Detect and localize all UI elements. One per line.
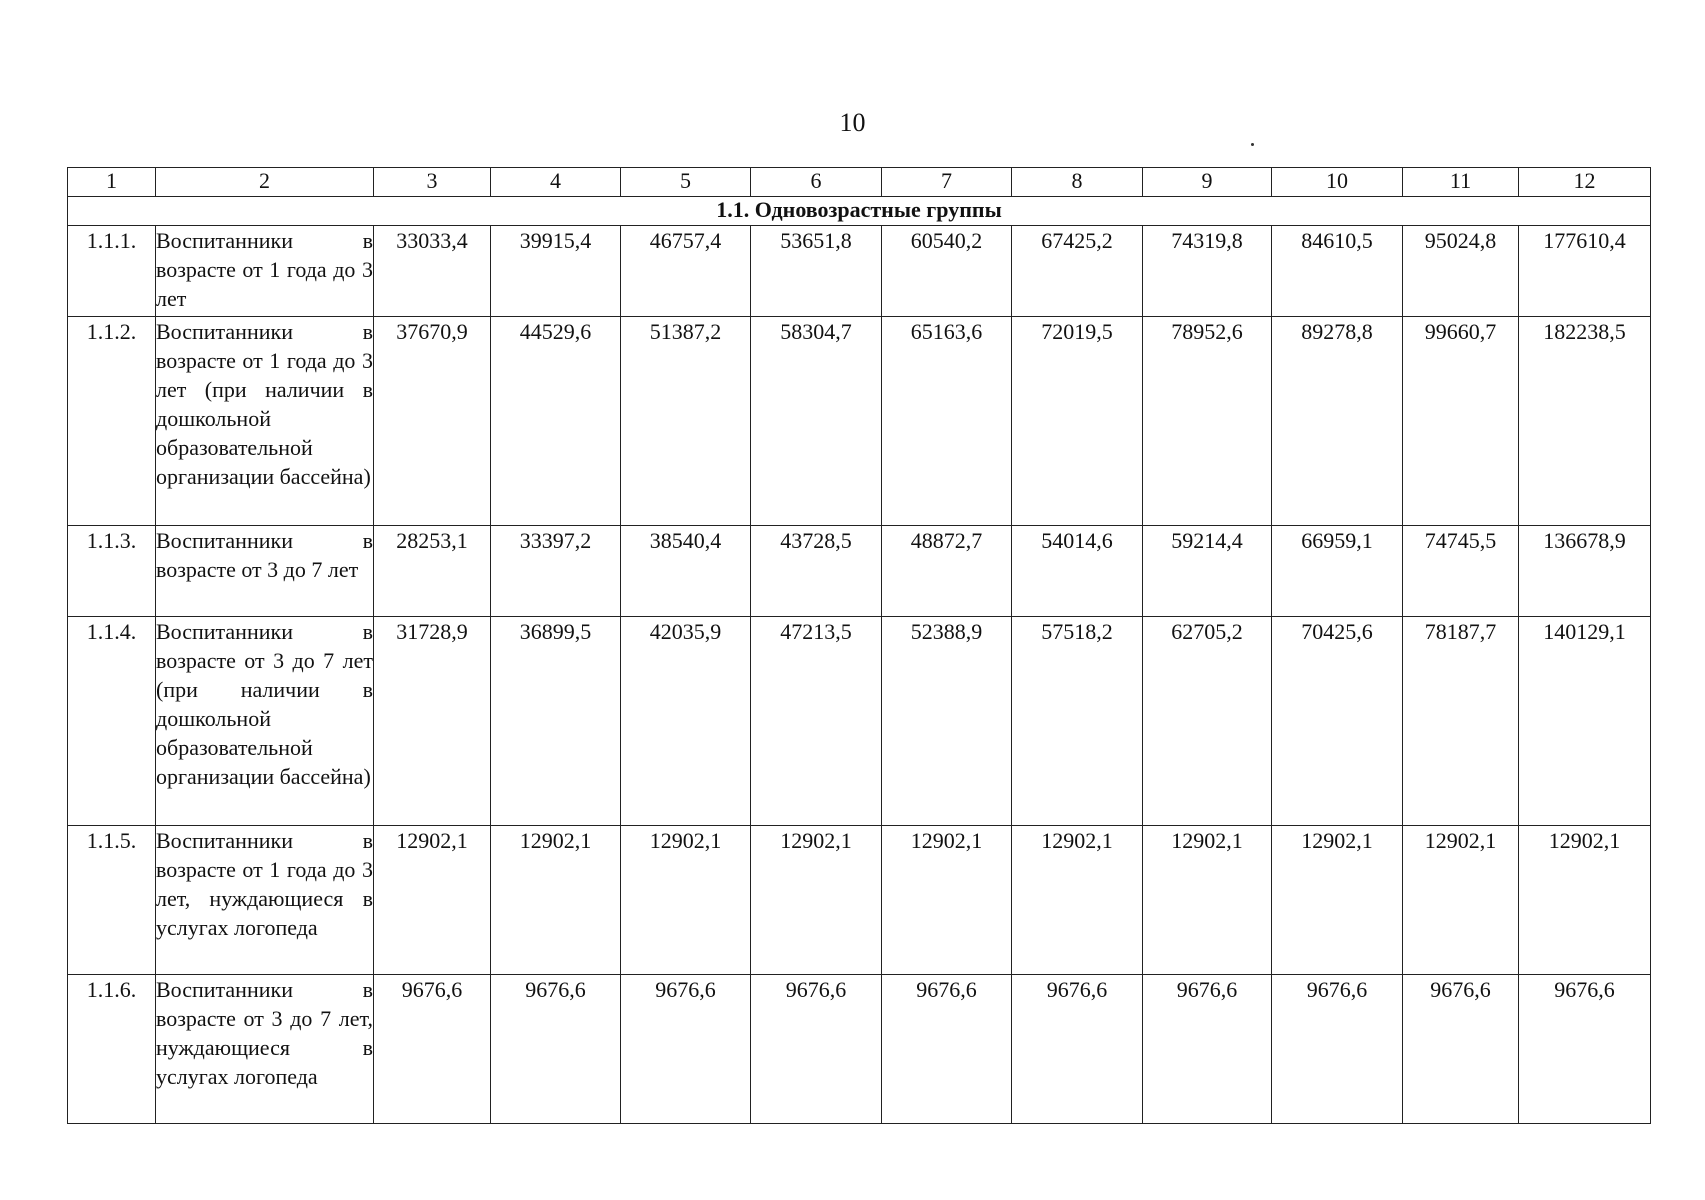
value-cell: 12902,1 [1519,826,1651,975]
value-cell: 84610,5 [1272,226,1403,317]
column-number-cell: 2 [156,168,374,197]
value-cell: 67425,2 [1012,226,1143,317]
row-number: 1.1.5. [68,826,156,975]
value-cell: 43728,5 [751,526,882,617]
value-cell: 12902,1 [882,826,1012,975]
value-cell: 12902,1 [1143,826,1272,975]
value-cell: 99660,7 [1403,317,1519,526]
column-number-cell: 7 [882,168,1012,197]
value-cell: 52388,9 [882,617,1012,826]
value-cell: 177610,4 [1519,226,1651,317]
value-cell: 65163,6 [882,317,1012,526]
value-cell: 9676,6 [882,975,1012,1124]
value-cell: 12902,1 [751,826,882,975]
value-cell: 39915,4 [491,226,621,317]
value-cell: 12902,1 [1012,826,1143,975]
value-cell: 57518,2 [1012,617,1143,826]
scan-speck [1251,143,1254,146]
value-cell: 60540,2 [882,226,1012,317]
row-description: Воспитанники в возрасте от 1 года до 3 лет, нуждающиеся в услугах логопеда [156,826,374,975]
column-number-cell: 4 [491,168,621,197]
column-number-cell: 1 [68,168,156,197]
table-row [68,826,1651,975]
value-cell: 44529,6 [491,317,621,526]
value-cell: 9676,6 [621,975,751,1124]
value-cell: 78187,7 [1403,617,1519,826]
table-row [68,526,1651,617]
section-row [68,197,1651,226]
value-cell: 140129,1 [1519,617,1651,826]
column-number-cell: 12 [1519,168,1651,197]
row-number: 1.1.4. [68,617,156,826]
value-cell: 78952,6 [1143,317,1272,526]
row-description: Воспитанники в возрасте от 3 до 7 лет [156,526,374,617]
value-cell: 66959,1 [1272,526,1403,617]
table-row [68,226,1651,317]
value-cell: 9676,6 [1143,975,1272,1124]
column-number-cell: 5 [621,168,751,197]
value-cell: 12902,1 [1272,826,1403,975]
value-cell: 48872,7 [882,526,1012,617]
row-number: 1.1.2. [68,317,156,526]
row-description: Воспитанники в возрасте от 3 до 7 лет (при наличии в дошкольной образовательной организации бассейна) [156,617,374,826]
value-cell: 9676,6 [1012,975,1143,1124]
value-cell: 47213,5 [751,617,882,826]
value-cell: 31728,9 [374,617,491,826]
value-cell: 62705,2 [1143,617,1272,826]
value-cell: 54014,6 [1012,526,1143,617]
row-description: Воспитанники в возрасте от 3 до 7 лет, нуждающиеся в услугах логопеда [156,975,374,1124]
value-cell: 74745,5 [1403,526,1519,617]
value-cell: 95024,8 [1403,226,1519,317]
value-cell: 136678,9 [1519,526,1651,617]
row-description: Воспитанники в возрасте от 1 года до 3 лет [156,226,374,317]
value-cell: 36899,5 [491,617,621,826]
value-cell: 9676,6 [751,975,882,1124]
value-cell: 182238,5 [1519,317,1651,526]
value-cell: 89278,8 [1272,317,1403,526]
value-cell: 37670,9 [374,317,491,526]
tariff-table [67,167,1651,1124]
page-number: 10 [839,108,866,137]
row-number: 1.1.6. [68,975,156,1124]
value-cell: 53651,8 [751,226,882,317]
value-cell: 58304,7 [751,317,882,526]
column-number-cell: 10 [1272,168,1403,197]
table-row [68,617,1651,826]
column-number-cell: 6 [751,168,882,197]
table-row [68,317,1651,526]
value-cell: 74319,8 [1143,226,1272,317]
column-number-cell: 9 [1143,168,1272,197]
value-cell: 9676,6 [1519,975,1651,1124]
column-number-row [68,168,1651,197]
value-cell: 42035,9 [621,617,751,826]
value-cell: 51387,2 [621,317,751,526]
value-cell: 33033,4 [374,226,491,317]
value-cell: 46757,4 [621,226,751,317]
value-cell: 9676,6 [1403,975,1519,1124]
value-cell: 28253,1 [374,526,491,617]
row-description: Воспитанники в возрасте от 1 года до 3 лет (при наличии в дошкольной образовательной организации бассейна) [156,317,374,526]
value-cell: 9676,6 [491,975,621,1124]
value-cell: 72019,5 [1012,317,1143,526]
value-cell: 59214,4 [1143,526,1272,617]
column-number-cell: 3 [374,168,491,197]
value-cell: 33397,2 [491,526,621,617]
value-cell: 38540,4 [621,526,751,617]
value-cell: 12902,1 [374,826,491,975]
value-cell: 12902,1 [1403,826,1519,975]
value-cell: 70425,6 [1272,617,1403,826]
value-cell: 9676,6 [1272,975,1403,1124]
row-number: 1.1.3. [68,526,156,617]
column-number-cell: 8 [1012,168,1143,197]
value-cell: 12902,1 [621,826,751,975]
section-title: 1.1. Одновозрастные группы [68,197,1651,226]
row-number: 1.1.1. [68,226,156,317]
value-cell: 12902,1 [491,826,621,975]
column-number-cell: 11 [1403,168,1519,197]
table-row [68,975,1651,1124]
value-cell: 9676,6 [374,975,491,1124]
